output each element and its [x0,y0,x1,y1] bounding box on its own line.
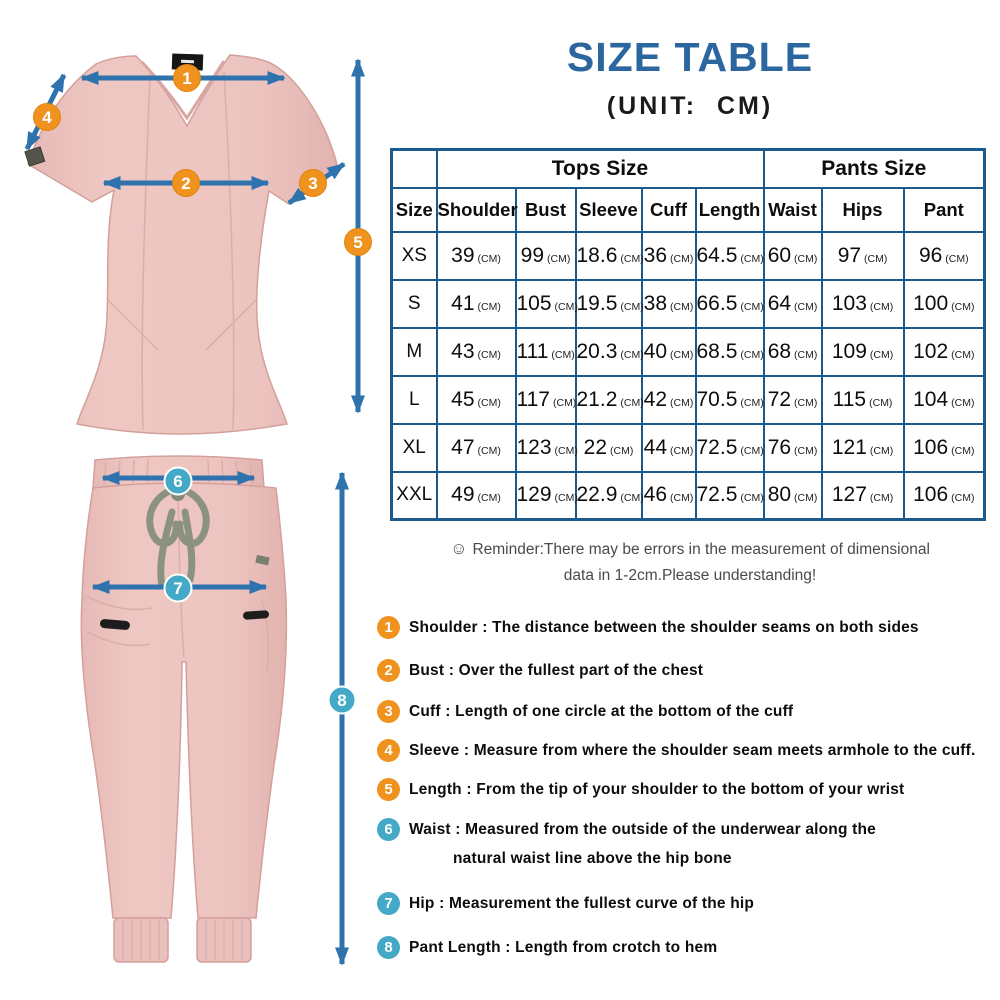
measurement-value: 66.5 [696,291,738,315]
measurement-value: 41 [451,291,475,315]
marker-8 [329,687,356,714]
measurement-value: 38 [643,291,668,315]
smiley-icon: ☺ [450,539,468,558]
measurement-value: 103 [831,291,867,315]
cm-suffix: (CM) [869,396,893,409]
measurement-value: 129 [516,483,552,507]
cm-suffix: (CM) [477,492,501,505]
measurement-value: 76 [767,435,792,459]
note-line-1: Waist : Measured from the outside of the underwear along the [409,821,877,838]
unit-label: (UNIT: CM) [606,92,774,120]
cm-suffix: (CM) [670,252,694,265]
measurement-cell [764,280,822,328]
measurement-cell [642,280,696,328]
note-badge: 8 [377,936,400,959]
measurement-cell [696,472,764,520]
marker-7 [165,575,192,602]
measurement-value: 80 [767,483,792,507]
cm-suffix: (CM) [670,300,694,313]
measurement-value: 100 [913,291,949,315]
cm-suffix: (CM) [740,252,764,265]
scrub-top-image [25,53,338,434]
table-row [392,472,985,520]
measurement-cell [764,232,822,280]
measurement-cell [696,328,764,376]
measurement-cell [516,232,576,280]
cm-suffix: (CM) [670,492,694,505]
measurement-value: 115 [832,387,867,411]
note-line-1: Hip : Measurement the fullest curve of the hip [409,895,755,912]
size-label-cell: XXL [392,472,437,520]
table-column-header: Sleeve [576,188,642,232]
note-item-1 [377,616,992,639]
measurement-cell [437,376,516,424]
measurement-cell [642,472,696,520]
measurement-value: 64 [767,291,792,315]
measurement-cell [904,472,985,520]
measurement-cell [904,376,985,424]
measurement-cell [576,232,642,280]
measurement-cell [822,232,904,280]
measurement-value: 117 [516,387,550,411]
measurement-cell [822,472,904,520]
table-column-header: Bust [516,188,576,232]
cm-suffix: (CM) [552,396,577,409]
measurement-cell [576,328,642,376]
measurement-cell [437,472,516,520]
svg-text:8: 8 [337,691,347,710]
table-group-header: Tops Size [437,150,764,188]
note-badge: 2 [377,659,400,682]
cm-suffix: (CM) [951,348,975,361]
measurement-value: 36 [643,243,668,267]
cm-suffix: (CM) [670,396,694,409]
table-column-header: Shoulder [437,188,516,232]
cm-suffix: (CM) [794,300,818,313]
measurement-cell [642,328,696,376]
cm-suffix: (CM) [554,492,578,505]
cm-suffix: (CM) [620,492,644,505]
note-text [409,616,919,639]
cm-suffix: (CM) [620,252,644,265]
measurement-value: 96 [918,243,943,267]
cm-suffix: (CM) [554,300,578,313]
svg-text:1: 1 [182,69,192,88]
measurement-value: 22 [583,435,608,459]
cm-suffix: (CM) [670,444,694,457]
note-line-1: Pant Length : Length from crotch to hem [409,939,718,956]
measurement-value: 46 [643,483,668,507]
cm-suffix: (CM) [477,444,501,457]
size-table-body [392,232,985,520]
measurement-value: 106 [913,435,949,459]
table-group-header: Pants Size [764,150,985,188]
cm-suffix: (CM) [869,444,894,457]
measurement-cell [696,424,764,472]
measurement-cell [437,328,516,376]
cm-suffix: (CM) [620,396,644,409]
measurement-cell [822,376,904,424]
note-text [409,659,703,682]
note-badge: 6 [377,818,400,841]
table-row [392,232,985,280]
measurement-cell [764,472,822,520]
size-label-cell: XL [392,424,437,472]
note-item-7 [377,892,992,915]
note-text [409,778,904,801]
note-item-5 [377,778,992,801]
measurement-value: 111 [516,339,549,363]
table-column-header: Hips [822,188,904,232]
note-item-6 [377,818,992,870]
note-badge: 5 [377,778,400,801]
cm-suffix: (CM) [547,252,571,265]
measurement-cell [576,280,642,328]
measurement-value: 43 [451,339,475,363]
ankle-cuffs [114,918,251,962]
measurement-cell [642,424,696,472]
table-row [392,424,985,472]
measurement-value: 72 [767,387,792,411]
marker-6 [165,468,192,495]
cm-suffix: (CM) [740,396,764,409]
measurement-cell [822,424,904,472]
table-column-header: Waist [764,188,822,232]
reminder-text [390,536,990,589]
measurement-value: 42 [643,387,668,411]
note-text [409,892,754,915]
measurement-value: 49 [451,483,475,507]
note-line-1: Sleeve : Measure from where the shoulder seam meets armhole to the cuff. [409,742,976,759]
cm-suffix: (CM) [670,348,694,361]
note-item-2 [377,659,992,682]
size-table-head [392,150,985,232]
measurement-cell [516,472,576,520]
table-row [392,280,985,328]
cm-suffix: (CM) [794,252,818,265]
cm-suffix: (CM) [951,396,975,409]
cm-suffix: (CM) [869,300,894,313]
table-column-header: Size [392,188,437,232]
measurement-cell [576,472,642,520]
svg-text:3: 3 [308,174,318,193]
svg-text:7: 7 [173,579,183,598]
measurement-value: 102 [913,339,949,363]
cm-suffix: (CM) [794,444,818,457]
measurement-value: 44 [643,435,668,459]
size-label-cell: XS [392,232,437,280]
measurement-cell [764,376,822,424]
measurement-value: 19.5 [576,291,618,315]
cm-suffix: (CM) [864,252,888,265]
measurement-cell [437,280,516,328]
table-column-header: Length [696,188,764,232]
marker-3 [300,170,327,197]
measurement-value: 68.5 [696,339,738,363]
scrub-pants-image [81,456,286,962]
garment-measurement-diagram [0,0,390,1000]
cm-suffix: (CM) [951,300,975,313]
measurement-cell [576,424,642,472]
measurement-cell [576,376,642,424]
note-badge: 4 [377,739,400,762]
measurement-value: 18.6 [576,243,618,267]
measurement-value: 97 [837,243,862,267]
cm-suffix: (CM) [477,348,501,361]
svg-text:6: 6 [173,472,183,491]
measurement-cell [437,424,516,472]
measurement-value: 72.5 [696,483,738,507]
marker-1 [174,65,201,92]
cm-suffix: (CM) [740,444,764,457]
page-title: SIZE TABLE [566,34,814,80]
note-text [409,739,976,762]
note-text [409,936,717,959]
measurement-cell [642,376,696,424]
size-label-cell: S [392,280,437,328]
measurement-cell [696,376,764,424]
svg-text:5: 5 [353,233,363,252]
cm-suffix: (CM) [869,348,894,361]
measurement-cell [764,328,822,376]
measurement-value: 68 [767,339,792,363]
cm-suffix: (CM) [620,348,644,361]
table-corner-cell [392,150,437,188]
measurement-cell [516,328,576,376]
table-column-header: Pant [904,188,985,232]
cm-suffix: (CM) [951,444,975,457]
measurement-cell [904,280,985,328]
note-line-1: Bust : Over the fullest part of the chest [409,662,704,679]
cm-suffix: (CM) [620,300,644,313]
note-badge: 7 [377,892,400,915]
note-line-2: natural waist line above the hip bone [453,850,732,867]
measurement-value: 127 [831,483,867,507]
measurement-cell [642,232,696,280]
cm-suffix: (CM) [794,492,818,505]
note-item-3 [377,700,992,723]
note-line-1: Shoulder : The distance between the shoulder seams on both sides [409,619,919,636]
measurement-value: 64.5 [696,243,738,267]
cm-suffix: (CM) [477,252,501,265]
svg-text:2: 2 [181,174,191,193]
measurement-value: 39 [451,243,475,267]
cm-suffix: (CM) [869,492,894,505]
measurement-value: 123 [516,435,552,459]
measurement-value: 20.3 [576,339,618,363]
note-text [409,818,876,870]
size-label-cell: L [392,376,437,424]
note-line-1: Length : From the tip of your shoulder to the bottom of your wrist [409,781,905,798]
measurement-value: 60 [767,243,792,267]
measurement-cell [696,280,764,328]
measurement-cell [516,376,576,424]
cm-suffix: (CM) [794,348,818,361]
cm-suffix: (CM) [477,300,501,313]
note-line-1: Cuff : Length of one circle at the bottom of the cuff [409,703,794,720]
measurement-cell [904,424,985,472]
measurement-value: 109 [831,339,867,363]
cm-suffix: (CM) [477,396,501,409]
measurement-cell [822,328,904,376]
cm-suffix: (CM) [794,396,818,409]
measurement-value: 45 [451,387,475,411]
marker-2 [173,170,200,197]
measurement-value: 21.2 [576,387,618,411]
note-badge: 3 [377,700,400,723]
marker-5 [345,229,372,256]
measurement-value: 70.5 [696,387,738,411]
measurement-cell [764,424,822,472]
measurement-value: 121 [831,435,867,459]
cm-suffix: (CM) [551,348,575,361]
cm-suffix: (CM) [610,444,634,457]
marker-4 [34,104,61,131]
note-badge: 1 [377,616,400,639]
reminder-line-1: Reminder:There may be errors in the measurement of dimensional [472,541,930,558]
measurement-value: 105 [516,291,552,315]
note-item-8 [377,936,992,959]
note-item-4 [377,739,992,762]
measurement-value: 72.5 [696,435,738,459]
reminder-line-2: data in 1-2cm.Please understanding! [563,567,817,584]
measurement-cell [822,280,904,328]
cm-suffix: (CM) [951,492,975,505]
measurement-value: 40 [643,339,668,363]
size-table [390,148,986,521]
cm-suffix: (CM) [945,252,969,265]
cm-suffix: (CM) [740,348,764,361]
cm-suffix: (CM) [554,444,578,457]
measurement-cell [904,328,985,376]
svg-text:4: 4 [42,108,52,127]
measurement-cell [516,424,576,472]
table-row [392,376,985,424]
cm-suffix: (CM) [740,300,764,313]
note-text [409,700,793,723]
measurement-value: 104 [913,387,949,411]
measurement-cell [904,232,985,280]
measurement-cell [516,280,576,328]
measurement-cell [437,232,516,280]
table-column-header: Cuff [642,188,696,232]
measurement-value: 47 [451,435,475,459]
measurement-value: 22.9 [576,483,618,507]
cm-suffix: (CM) [740,492,764,505]
measurement-value: 99 [520,243,545,267]
table-row [392,328,985,376]
measurement-value: 106 [913,483,949,507]
size-label-cell: M [392,328,437,376]
measurement-cell [696,232,764,280]
